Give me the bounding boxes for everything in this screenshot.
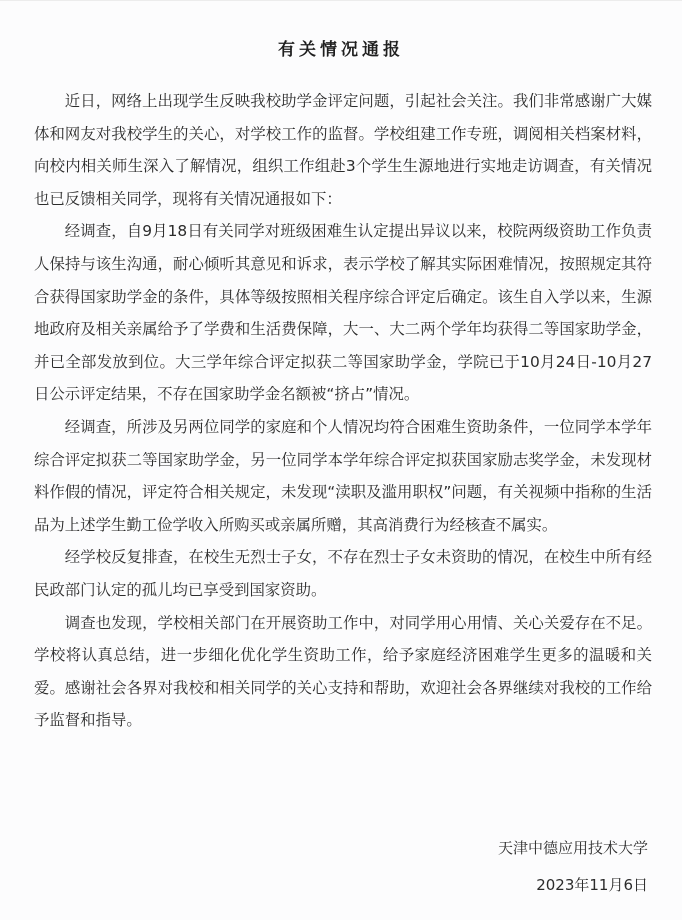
- paragraph-intro: 近日，网络上出现学生反映我校助学金评定问题，引起社会关注。我们非常感谢广大媒体和网友对我校学生的关心，对学校工作的监督。学校组建工作专班，调阅相关档案材料，向校内相关师生深入了解情况，组织工作组赴3个学生生源地进行实地走访调查，有关情况也已反馈相关同学，现将有关情况通报如下：: [34, 92, 652, 208]
- signature-organization: 天津中德应用技术大学: [497, 839, 648, 857]
- paragraph-third-finding: 经学校反复排查，在校生无烈士子女，不存在烈士子女未资助的情况，在校生中所有经民政部门认定的孤儿均已享受到国家资助。: [34, 548, 652, 599]
- signature-date: 2023年11月6日: [536, 876, 648, 894]
- document-body: [34, 85, 652, 737]
- paragraph-second-finding: 经调查，所涉及另两位同学的家庭和个人情况均符合困难生资助条件，一位同学本学年综合评定拟获二等国家助学金，另一位同学本学年综合评定拟获国家励志奖学金，未发现材料作假的情况，评定符合相关规定，未发现“渎职及滥用职权”问题，有关视频中指称的生活品为上述学生勤工俭学收入所购买或亲属所赠，其高消费行为经核查不属实。: [34, 417, 652, 534]
- paragraph-conclusion: 调查也发现，学校相关部门在开展资助工作中，对同学用心用情、关心关爱存在不足。学校将认真总结，进一步细化优化学生资助工作，给予家庭经济困难学生更多的温暖和关爱。感谢社会各界对我校和相关同学的关心支持和帮助，欢迎社会各界继续对我校的工作给予监督和指导。: [34, 613, 652, 730]
- document-title: 有关情况通报: [278, 40, 404, 60]
- paragraph-first-finding: 经调查，自9月18日有关同学对班级困难生认定提出异议以来，校院两级资助工作负责人保持与该生沟通，耐心倾听其意见和诉求，表示学校了解其实际困难情况，按照规定其符合获得国家助学金的条件，具体等级按照相关程序综合评定后确定。该生自入学以来，生源地政府及相关亲属给予了学费和生活费保障，大一、大二两个学年均获得二等国家助学金，并已全部发放到位。大三学年综合评定拟获二等国家助学金，学院已于10月24日-10月27日公示评定结果，不存在国家助学金名额被“挤占”情况。: [34, 222, 652, 404]
